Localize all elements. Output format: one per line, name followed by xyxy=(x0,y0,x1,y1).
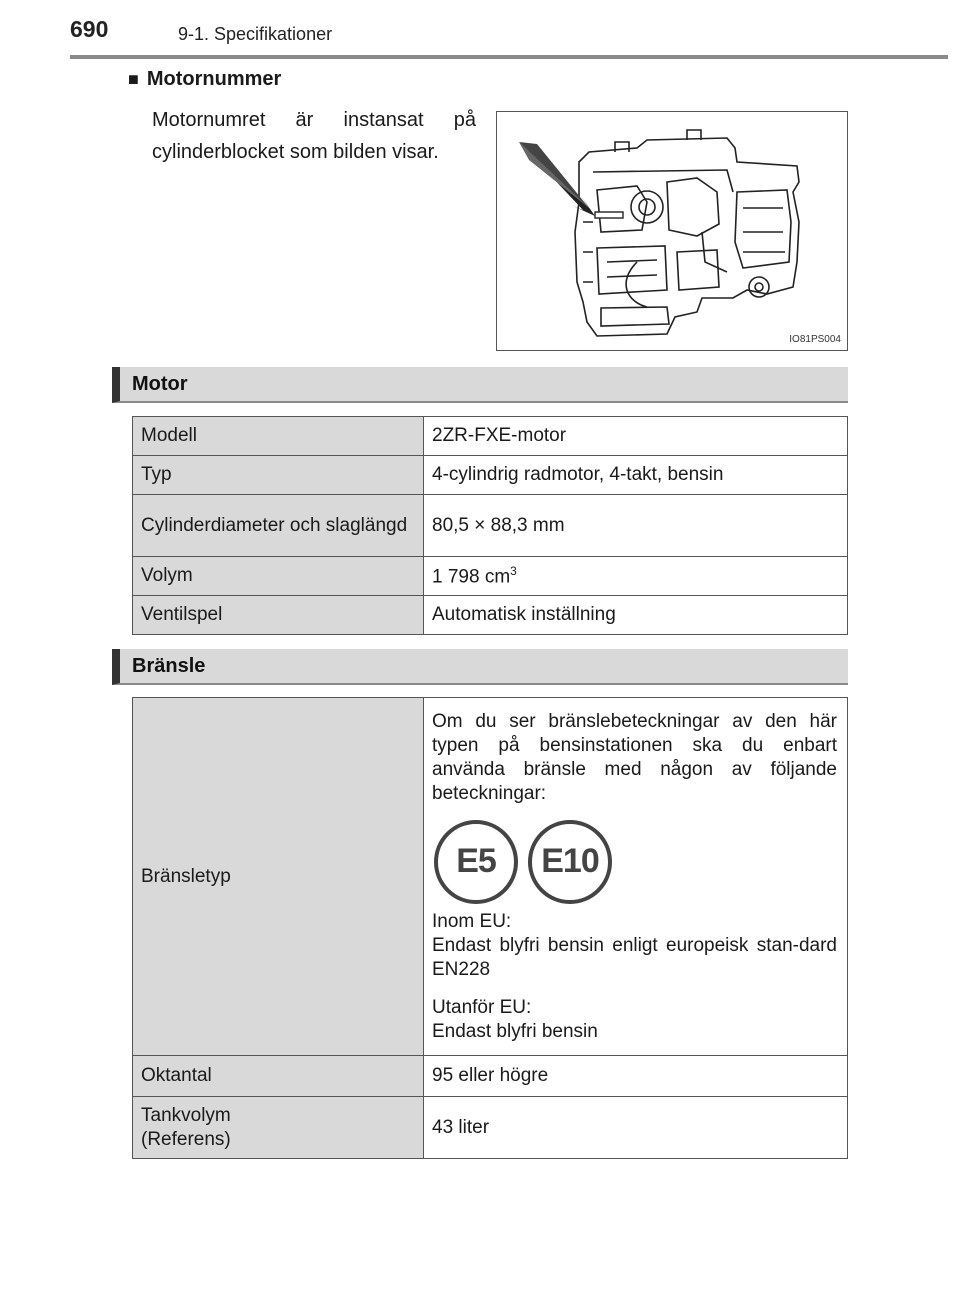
table-row xyxy=(133,417,848,456)
spec-label: Ventilspel xyxy=(133,596,424,635)
engine-illustration-icon xyxy=(497,112,847,350)
spec-label: Modell xyxy=(133,417,424,456)
spec-value-volume xyxy=(424,557,848,596)
spec-value: 43 liter xyxy=(424,1097,848,1159)
chapter-title: 9-1. Specifikationer xyxy=(178,24,333,44)
spec-label: Typ xyxy=(133,456,424,495)
table-row xyxy=(133,698,848,1056)
fuel-badges xyxy=(434,820,837,904)
tank-label: Tankvolym xyxy=(141,1104,231,1126)
spec-label: Oktantal xyxy=(133,1056,424,1097)
engine-number-heading-text: Motornummer xyxy=(146,68,282,90)
motor-spec-table xyxy=(132,416,848,635)
e5-badge-icon: E5 xyxy=(434,820,518,904)
table-row xyxy=(133,1097,848,1159)
eu-title: Inom EU: xyxy=(432,910,512,932)
spec-value: 80,5 × 88,3 mm xyxy=(424,495,848,557)
motor-section-title: Motor xyxy=(132,373,188,395)
table-row xyxy=(133,456,848,495)
spec-label: Cylinderdiameter och slaglängd xyxy=(133,495,424,557)
engine-number-heading xyxy=(128,68,281,91)
square-bullet-icon: ■ xyxy=(128,69,139,89)
page-number: 690 xyxy=(70,16,109,42)
volume-value: 1 798 cm xyxy=(432,566,511,588)
table-row xyxy=(133,596,848,635)
table-row xyxy=(133,1056,848,1097)
e10-badge-icon: E10 xyxy=(528,820,612,904)
fuel-section-bar xyxy=(112,649,848,685)
fuel-section-title: Bränsle xyxy=(132,655,206,677)
non-eu-title: Utanför EU: xyxy=(432,996,532,1018)
spec-label: Bränsletyp xyxy=(133,698,424,1056)
spec-value: 4-cylindrig radmotor, 4-takt, bensin xyxy=(424,456,848,495)
spec-value: Automatisk inställning xyxy=(424,596,848,635)
spec-value: 2ZR-FXE-motor xyxy=(424,417,848,456)
spec-label xyxy=(133,1097,424,1159)
non-eu-text: Endast blyfri bensin xyxy=(432,1020,598,1042)
table-row xyxy=(133,557,848,596)
tank-label-ref: (Referens) xyxy=(141,1128,231,1150)
engine-figure xyxy=(496,111,848,351)
header-rule xyxy=(70,55,948,59)
volume-superscript: 3 xyxy=(510,563,517,578)
fuel-intro-text: Om du ser bränslebeteckningar av den här typen på bensinstationen ska du enbart använda bränsle med någon av följande beteckningar: xyxy=(432,710,837,804)
spec-label: Volym xyxy=(133,557,424,596)
figure-code: IO81PS004 xyxy=(789,334,841,345)
fuel-spec-table xyxy=(132,697,848,1159)
spec-value: 95 eller högre xyxy=(424,1056,848,1097)
table-row xyxy=(133,495,848,557)
fuel-type-cell xyxy=(424,698,848,1056)
engine-number-text: Motornumret är instansat på cylinderblocket som bilden visar. xyxy=(152,109,476,163)
motor-section-bar xyxy=(112,367,848,403)
eu-text: Endast blyfri bensin enligt europeisk stan-dard EN228 xyxy=(432,934,837,980)
